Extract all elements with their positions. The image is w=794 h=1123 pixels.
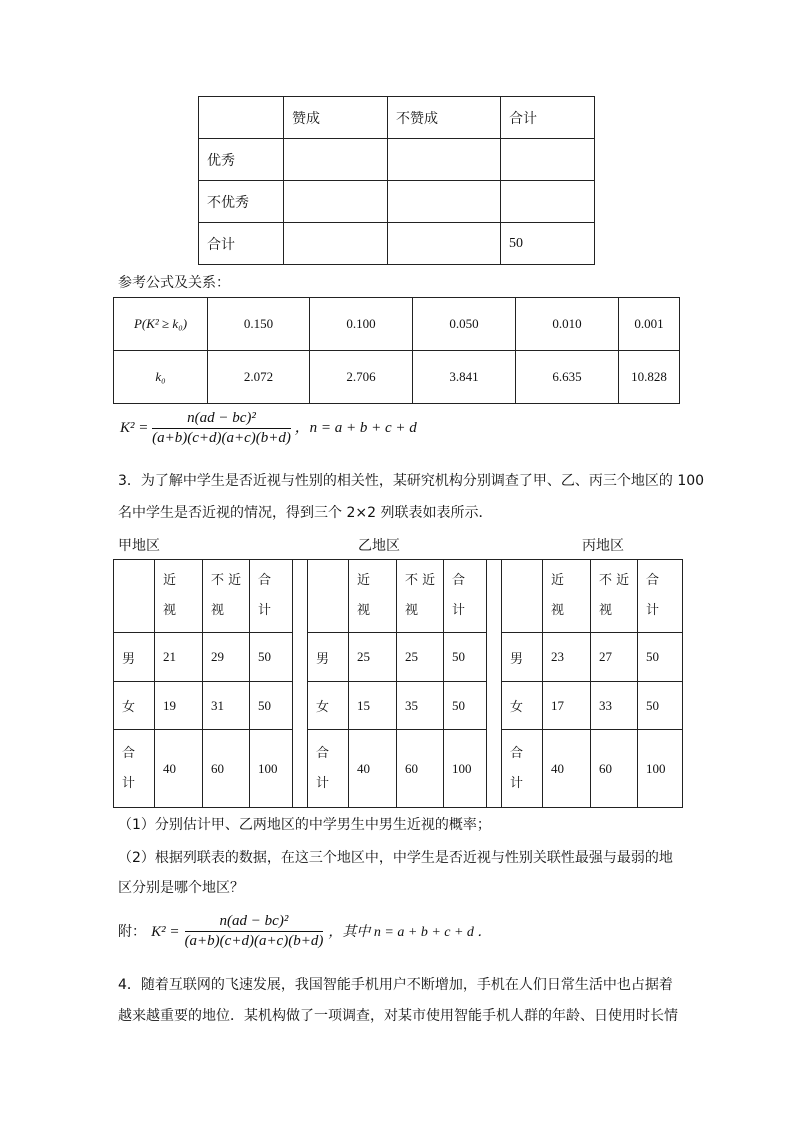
table-cell [501,181,595,223]
table-cell: 23 [543,633,591,682]
table-cell: 0.001 [619,298,680,351]
table-cell: 2.072 [208,351,310,404]
table-cell: 31 [203,682,250,730]
table-cell: 2.706 [310,351,413,404]
formula-tail: ，n = a + b + c + d [294,419,417,436]
table-cell: 10.828 [619,351,680,404]
table-cell: 60 [203,730,250,808]
q3-sub2-line2: 区分别是哪个地区？ [118,880,244,896]
table-cell: 17 [543,682,591,730]
table-cell: 21 [155,633,203,682]
table-cell: 50 [250,682,293,730]
table-cell: 50 [444,633,487,682]
table-cell [284,181,388,223]
head-near: 近 视 [543,560,591,633]
table-cell: 0.100 [310,298,413,351]
table-cell: 25 [349,633,397,682]
row-label: 合计 [199,223,284,265]
contingency-tables [113,559,683,808]
table-cell [114,560,155,633]
chi-square-formula [120,410,417,447]
table-cell: 60 [591,730,638,808]
table-cell: 50 [638,682,683,730]
table-cell: 50 [444,682,487,730]
table-cell [502,560,543,633]
table-cell [284,139,388,181]
q4-text-line1: 4．随着互联网的飞速发展，我国智能手机用户不断增加，手机在人们日常生活中也占据着 [118,977,673,993]
table-cell: 6.635 [516,351,619,404]
row-label-female: 女 [502,682,543,730]
formula-fraction [152,410,291,447]
table-cell [388,223,501,265]
row-label: 不优秀 [199,181,284,223]
table-cell: 50 [250,633,293,682]
table-cell [308,560,349,633]
k0-label: k₀ [114,351,208,404]
row-label-total: 合 计 [308,730,349,808]
formula-tail: ，其中 n = a + b + c + d ． [328,925,492,940]
q3-text-line1: 3．为了解中学生是否近视与性别的相关性，某研究机构分别调查了甲、乙、丙三个地区的 100 [118,473,705,489]
head-total: 合 计 [250,560,293,633]
row-label: 优秀 [199,139,284,181]
table-cell [388,181,501,223]
formula-fraction [185,913,324,950]
head-total: 合 计 [444,560,487,633]
formula-lhs: K² = [120,419,149,436]
probability-label: P(K² ≥ k₀) [114,298,208,351]
head-near: 近 视 [155,560,203,633]
region-label-bing: 丙地区 [582,538,624,554]
table-divider [487,560,502,808]
table-cell: 100 [638,730,683,808]
table-divider [293,560,308,808]
appendix-label: 附： [118,924,146,940]
region-label-jia: 甲地区 [118,538,160,554]
table-cell: 0.050 [413,298,516,351]
formula-denominator: (a+b)(c+d)(a+c)(b+d) [152,430,291,446]
table-cell: 25 [397,633,444,682]
table-cell: 35 [397,682,444,730]
table-cell: 33 [591,682,638,730]
row-label-male: 男 [308,633,349,682]
region-label-yi: 乙地区 [358,538,400,554]
formula-numerator: n(ad − bc)² [152,410,291,429]
table-cell: 40 [543,730,591,808]
table-cell: 40 [349,730,397,808]
table-cell [388,139,501,181]
row-label-total: 合 计 [114,730,155,808]
row-label-male: 男 [114,633,155,682]
table-cell: 100 [250,730,293,808]
table-cell: 60 [397,730,444,808]
critical-value-table [113,297,680,404]
reference-label: 参考公式及关系： [118,275,230,291]
row-label-female: 女 [114,682,155,730]
table-cell: 0.150 [208,298,310,351]
q4-text-line2: 越来越重要的地位．某机构做了一项调查，对某市使用智能手机人群的年龄、日使用时长情 [118,1008,678,1024]
formula-lhs: K² = [151,924,180,940]
row-label-male: 男 [502,633,543,682]
table-cell [284,223,388,265]
table-cell: 15 [349,682,397,730]
row-label-total: 合 计 [502,730,543,808]
table-cell: 50 [501,223,595,265]
head-near: 近 视 [349,560,397,633]
opinion-table [198,96,595,265]
table-cell [501,139,595,181]
table-header: 赞成 [284,97,388,139]
table-cell: 19 [155,682,203,730]
table-header: 不赞成 [388,97,501,139]
table-cell: 0.010 [516,298,619,351]
q3-sub1: （1）分别估计甲、乙两地区的中学男生中男生近视的概率； [118,817,491,833]
table-cell: 27 [591,633,638,682]
head-not-near: 不 近 视 [397,560,444,633]
table-cell: 100 [444,730,487,808]
table-header: 合计 [501,97,595,139]
table-cell: 3.841 [413,351,516,404]
table-cell: 40 [155,730,203,808]
table-cell: 50 [638,633,683,682]
head-total: 合 计 [638,560,683,633]
formula-denominator: (a+b)(c+d)(a+c)(b+d) [184,933,324,949]
head-not-near: 不 近 视 [203,560,250,633]
q3-text-line2: 名中学生是否近视的情况，得到三个 2×2 列联表如表所示． [118,505,493,521]
q3-sub2-line1: （2）根据列联表的数据，在这三个地区中，中学生是否近视与性别关联性最强与最弱的地 [118,850,673,866]
table-cell: 29 [203,633,250,682]
row-label-female: 女 [308,682,349,730]
table-cell [199,97,284,139]
formula-numerator: n(ad − bc)² [185,913,324,932]
head-not-near: 不 近 视 [591,560,638,633]
appendix-formula [118,913,491,950]
